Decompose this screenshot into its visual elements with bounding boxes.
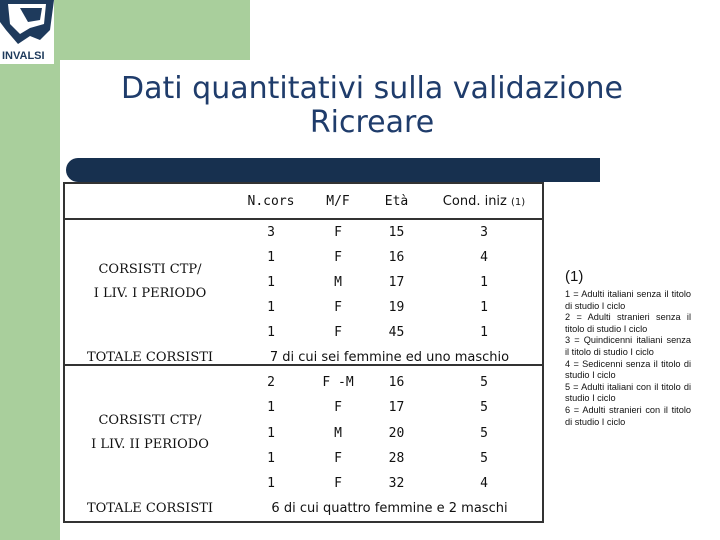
cell-cond: 5 <box>480 400 488 416</box>
cell-eta: 16 <box>388 375 405 391</box>
header-n-cors: N.cors <box>247 194 295 210</box>
cell-n: 1 <box>267 274 275 290</box>
cell-eta: 20 <box>388 425 405 441</box>
legend-line: 3 = Quindicenni italiani senza il titolo di studio I ciclo <box>565 335 691 357</box>
legend-line: 5 = Adulti italiani con il titolo di studio I ciclo <box>565 381 691 404</box>
cell-n: 1 <box>267 400 275 416</box>
cell-n: 1 <box>267 299 275 315</box>
cell-eta: 32 <box>388 475 405 491</box>
group2-total-text: 6 di cui quattro femmine e 2 maschi <box>271 500 508 516</box>
legend-line: 2 = Adulti stranieri senza il titolo di studio I ciclo <box>565 312 691 334</box>
cell-eta: 16 <box>388 249 405 265</box>
header-mf: M/F <box>326 194 350 210</box>
title-line-1: Dati quantitativi sulla validazione <box>121 71 623 106</box>
cell-eta: 19 <box>388 299 405 315</box>
logo-mark-icon <box>0 0 54 50</box>
cell-mf: M <box>334 274 342 290</box>
group1-total-text: 7 di cui sei femmine ed uno maschio <box>269 350 510 366</box>
cell-mf: F <box>334 224 342 240</box>
cell-mf: F <box>334 249 342 265</box>
cell-cond: 1 <box>480 274 488 290</box>
cell-cond: 1 <box>480 299 488 315</box>
group2-label <box>65 370 235 496</box>
cell-eta: 45 <box>388 325 405 341</box>
cell-n: 1 <box>267 249 275 265</box>
group2-total-row <box>65 496 544 521</box>
group-separator <box>65 364 542 366</box>
left-decorative-band <box>0 0 60 540</box>
group2-label-line1: CORSISTI CTP/ <box>98 413 202 428</box>
legend-line: 6 = Adulti stranieri con il titolo di studio I ciclo <box>565 404 691 427</box>
cell-mf: M <box>334 425 342 441</box>
cell-n: 1 <box>267 325 275 341</box>
header-cond-note: (1) <box>511 197 526 209</box>
cell-eta: 17 <box>388 400 405 416</box>
cell-n: 3 <box>267 224 275 240</box>
cell-mf: F <box>334 450 342 466</box>
cell-mf: F -M <box>322 375 354 391</box>
cell-n: 1 <box>267 450 275 466</box>
page-title <box>62 72 682 140</box>
header-eta: Età <box>384 194 409 210</box>
cell-n: 2 <box>267 375 275 391</box>
cell-cond: 4 <box>480 249 488 265</box>
header-cond-iniz <box>424 184 544 220</box>
cell-mf: F <box>334 475 342 491</box>
title-underline-bar <box>66 158 600 182</box>
group1-total-label: TOTALE CORSISTI <box>86 350 214 366</box>
group1-label-line2: I LIV. I PERIODO <box>93 286 207 302</box>
cell-mf: F <box>334 325 342 341</box>
group1-total-row <box>65 345 544 370</box>
cell-eta: 17 <box>388 274 405 290</box>
logo-label: INVALSI <box>2 50 45 62</box>
cell-eta: 15 <box>388 224 405 240</box>
cell-cond: 4 <box>480 475 488 491</box>
group1-label-line1: CORSISTI CTP/ <box>98 262 202 278</box>
group2-total-label: TOTALE CORSISTI <box>86 500 214 516</box>
legend-line: 4 = Sedicenni senza il titolo di studio I ciclo <box>565 358 691 381</box>
cell-n: 1 <box>267 475 275 491</box>
cell-mf: F <box>334 299 342 315</box>
invalsi-logo <box>0 0 54 64</box>
group2-label-line2: I LIV. II PERIODO <box>91 437 209 452</box>
header-empty-cell <box>65 184 235 220</box>
cell-eta: 28 <box>388 450 405 466</box>
legend-panel <box>565 268 691 428</box>
title-line-2: Ricreare <box>309 105 435 140</box>
cell-cond: 1 <box>480 325 488 341</box>
header-cond-label: Cond. iniz <box>442 194 507 210</box>
table-row <box>65 370 544 395</box>
cell-cond: 5 <box>480 425 488 441</box>
legend-line: 1 = Adulti italiani senza il titolo di studio I ciclo <box>565 289 691 311</box>
validation-table <box>65 184 544 521</box>
cell-cond: 5 <box>480 450 488 466</box>
table-header-row <box>65 184 544 220</box>
legend-title: (1) <box>565 268 584 285</box>
cell-mf: F <box>334 400 342 416</box>
cell-cond: 3 <box>480 224 488 240</box>
table-row <box>65 220 544 245</box>
cell-cond: 5 <box>480 375 488 391</box>
cell-n: 1 <box>267 425 275 441</box>
header-separator <box>65 218 542 220</box>
group1-label <box>65 220 235 346</box>
